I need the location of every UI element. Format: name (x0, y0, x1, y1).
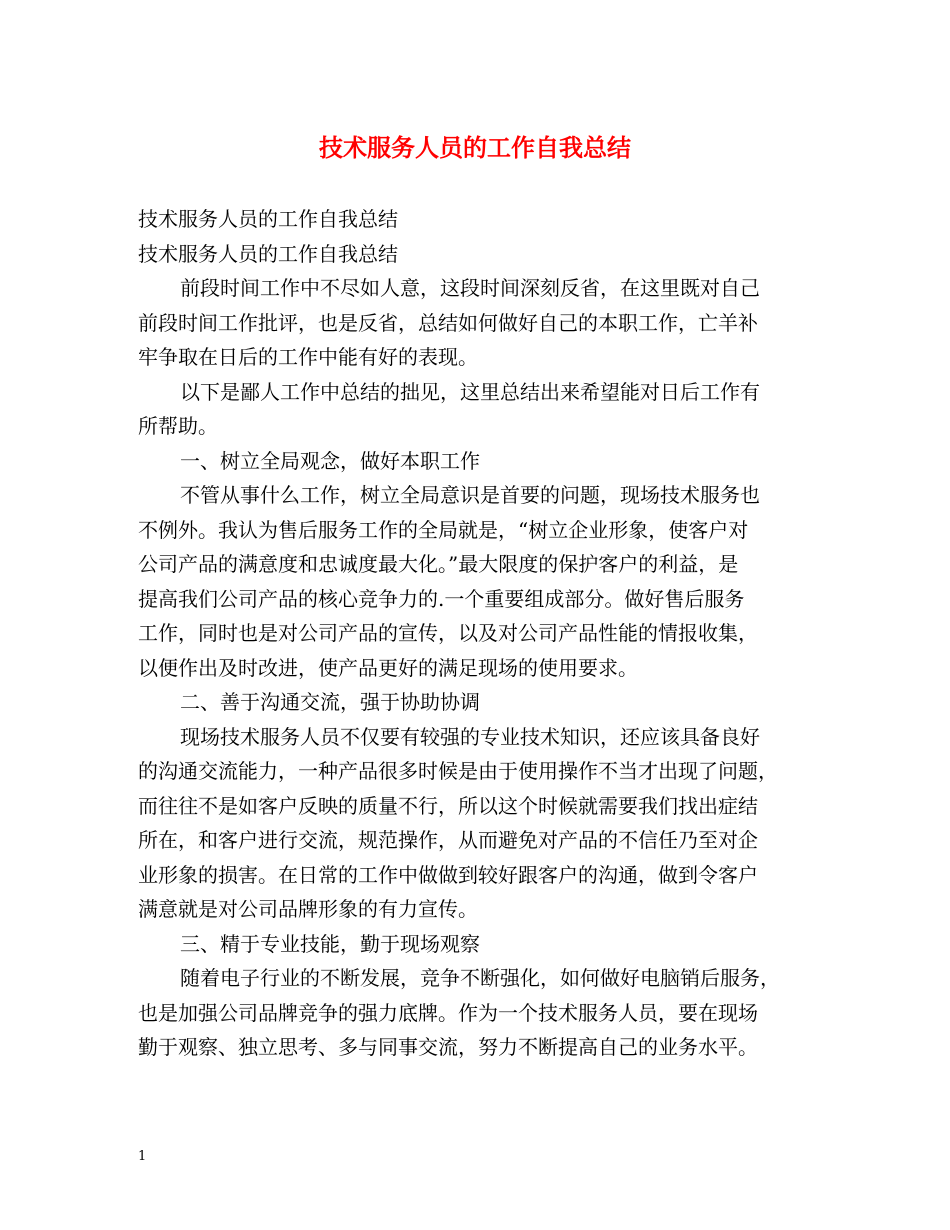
text-line: 不例外。我认为售后服务工作的全局就是，“树立企业形象，使客户对 (138, 517, 749, 542)
text-line: 一、树立全局观念，做好本职工作 (180, 448, 480, 473)
text-line: 现场技术服务人员不仅要有较强的专业技术知识，还应该具备良好 (180, 724, 760, 749)
document-title: 技术服务人员的工作自我总结 (319, 133, 631, 162)
text-line: 业形象的损害。在日常的工作中做做到较好跟客户的沟通，做到令客户 (138, 862, 758, 887)
text-line: 的沟通交流能力，一种产品很多时候是由于使用操作不当才出现了问题， (138, 759, 778, 783)
text-line: 而往往不是如客户反映的质量不行，所以这个时候就需要我们找出症结 (138, 793, 758, 818)
text-line: 工作，同时也是对公司产品的宣传，以及对公司产品性能的情报收集， (138, 621, 758, 645)
text-line: 前段时间工作中不尽如人意，这段时间深刻反省，在这里既对自己 (180, 276, 760, 300)
text-line: 技术服务人员的工作自我总结 (138, 207, 398, 231)
text-line: 满意就是对公司品牌形象的有力宣传。 (138, 897, 478, 921)
text-line: 提高我们公司产品的核心竞争力的.一个重要组成部分。做好售后服务 (138, 586, 745, 611)
text-line: 勤于观察、独立思考、多与同事交流，努力不断提高自己的业务水平。 (138, 1035, 758, 1059)
text-line: 随着电子行业的不断发展，竞争不断强化，如何做好电脑销后服务， (180, 966, 780, 990)
text-line: 牢争取在日后的工作中能有好的表现。 (138, 345, 478, 369)
text-line: 所帮助。 (138, 414, 218, 438)
text-line: 以下是鄙人工作中总结的拙见，这里总结出来希望能对日后工作有 (180, 379, 760, 404)
text-line: 前段时间工作批评，也是反省，总结如何做好自己的本职工作，亡羊补 (138, 310, 758, 335)
text-line: 以便作出及时改进，使产品更好的满足现场的使用要求。 (138, 655, 638, 680)
text-line: 所在，和客户进行交流，规范操作，从而避免对产品的不信任乃至对企 (138, 828, 758, 852)
text-line: 技术服务人员的工作自我总结 (138, 241, 398, 266)
text-line: 公司产品的满意度和忠诚度最大化。”最大限度的保护客户的利益，是 (138, 552, 739, 576)
text-line: 二、善于沟通交流，强于协助协调 (180, 690, 480, 714)
text-line: 三、精于专业技能，勤于现场观察 (180, 931, 480, 956)
text-line: 也是加强公司品牌竞争的强力底牌。作为一个技术服务人员，要在现场 (138, 1000, 758, 1025)
text-line: 不管从事什么工作，树立全局意识是首要的问题，现场技术服务也 (180, 483, 760, 507)
document-body (138, 202, 814, 1065)
page-number: 1 (138, 1149, 147, 1164)
